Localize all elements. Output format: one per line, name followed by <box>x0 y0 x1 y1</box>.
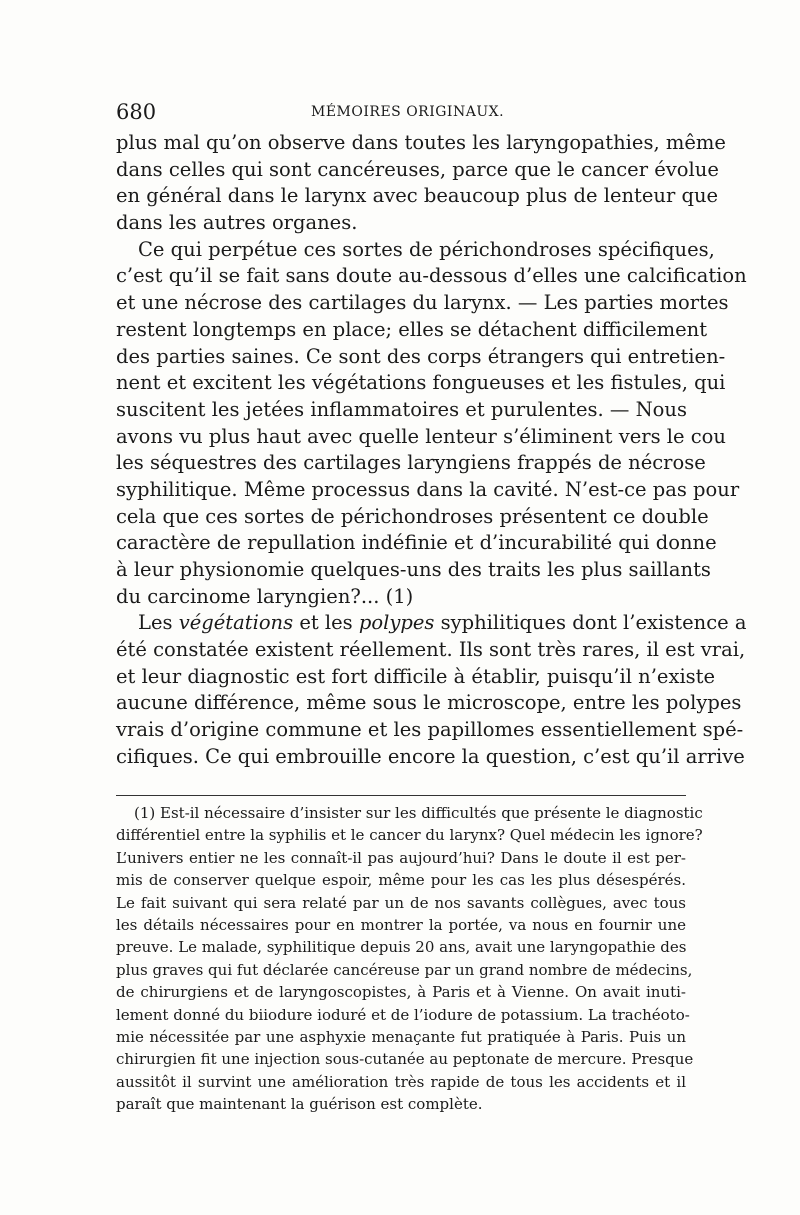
footnote-line: les détails nécessaires pour en montrer la portée, va nous en fournir une <box>116 915 686 934</box>
text-line: et une nécrose des cartilages du larynx. — Les parties mortes <box>116 291 729 315</box>
text-line: cifiques. Ce qui embrouille encore la question, c’est qu’il arrive <box>116 744 745 768</box>
footnote-line: lement donné du biiodure ioduré et de l’iodure de potassium. La trachéoto- <box>116 1005 690 1024</box>
text-line: les séquestres des cartilages laryngiens frappés de nécrose <box>116 451 706 475</box>
term-vegetations: végétations <box>178 611 294 635</box>
text-line: aucune différence, même sous le microscope, entre les polypes <box>116 691 742 715</box>
footnote-line: L’univers entier ne les connaît-il pas aujourd’hui? Dans le doute il est per- <box>116 848 686 867</box>
text-line: été constatée existent réellement. Ils sont très rares, il est vrai, <box>116 638 746 662</box>
text-line: restent longtemps en place; elles se détachent difficilement <box>116 317 708 341</box>
footnote-rule <box>116 795 686 796</box>
footnote-line: chirurgien fit une injection sous-cutanée au peptonate de mercure. Presque <box>116 1050 694 1069</box>
text-line: vrais d’origine commune et les papillomes essentiellement spé- <box>116 718 744 742</box>
footnote-line: mie nécessitée par une asphyxie menaçante fut pratiquée à Paris. Puis un <box>116 1027 686 1046</box>
footnote-line: de chirurgiens et de laryngoscopistes, à Paris et à Vienne. On avait inuti- <box>116 983 686 1002</box>
text-line: du carcinome laryngien?... (1) <box>116 584 414 608</box>
text-line: Ce qui perpétue ces sortes de périchondroses spécifiques, <box>138 237 715 261</box>
main-text <box>116 130 747 771</box>
text-line: syphilitique. Même processus dans la cavité. N’est-ce pas pour <box>116 477 740 501</box>
footnote-line: plus graves qui fut déclarée cancéreuse par un grand nombre de médecins, <box>116 960 693 979</box>
footnote-line: Le fait suivant qui sera relaté par un de nos savants collègues, avec tous <box>116 893 686 912</box>
text-line: dans les autres organes. <box>116 211 358 235</box>
text-run: et les <box>293 611 359 635</box>
footnote-line: paraît que maintenant la guérison est complète. <box>116 1095 483 1114</box>
text-line: suscitent les jetées inflammatoires et purulentes. — Nous <box>116 397 687 421</box>
text-run: syphilitiques dont l’existence a <box>434 611 747 635</box>
footnote-line: (1) Est-il nécessaire d’insister sur les difficultés que présente le diagnostic <box>134 804 703 822</box>
text-line: c’est qu’il se fait sans doute au-dessous d’elles une calcification <box>116 264 747 288</box>
text-line: et leur diagnostic est fort difficile à établir, puisqu’il n’existe <box>116 664 716 688</box>
footnote-line: différentiel entre la syphilis et le cancer du larynx? Quel médecin les ignore? <box>116 826 703 845</box>
footnote-line: preuve. Le malade, syphilitique depuis 20 ans, avait une laryngopathie des <box>116 938 687 957</box>
text-line: à leur physionomie quelques-uns des traits les plus saillants <box>116 558 711 581</box>
text-line-italic-terms <box>116 610 747 637</box>
footnote-line: mis de conserver quelque espoir, même pour les cas les plus désespérés. <box>116 871 686 890</box>
text-line: caractère de repullation indéfinie et d’incurabilité qui donne <box>116 531 717 555</box>
text-line: plus mal qu’on observe dans toutes les laryngopathies, même <box>116 131 726 154</box>
footnote <box>116 802 703 1115</box>
text-run: Les <box>138 611 179 635</box>
text-line: des parties saines. Ce sont des corps étrangers qui entretien- <box>116 344 726 368</box>
text-line: cela que ces sortes de périchondroses présentent ce double <box>116 504 709 528</box>
term-polypes: polypes <box>358 611 435 635</box>
text-line: avons vu plus haut avec quelle lenteur s’éliminent vers le cou <box>116 424 726 448</box>
running-title: MÉMOIRES ORIGINAUX. <box>311 104 505 120</box>
page-number: 680 <box>116 100 157 124</box>
text-line: dans celles qui sont cancéreuses, parce que le cancer évolue <box>116 157 719 181</box>
page-header <box>116 100 686 130</box>
text-line: en général dans le larynx avec beaucoup plus de lenteur que <box>116 184 719 208</box>
text-line: nent et excitent les végétations fongueuses et les fistules, qui <box>116 371 726 395</box>
footnote-line: aussitôt il survint une amélioration très rapide de tous les accidents et il <box>116 1072 686 1091</box>
